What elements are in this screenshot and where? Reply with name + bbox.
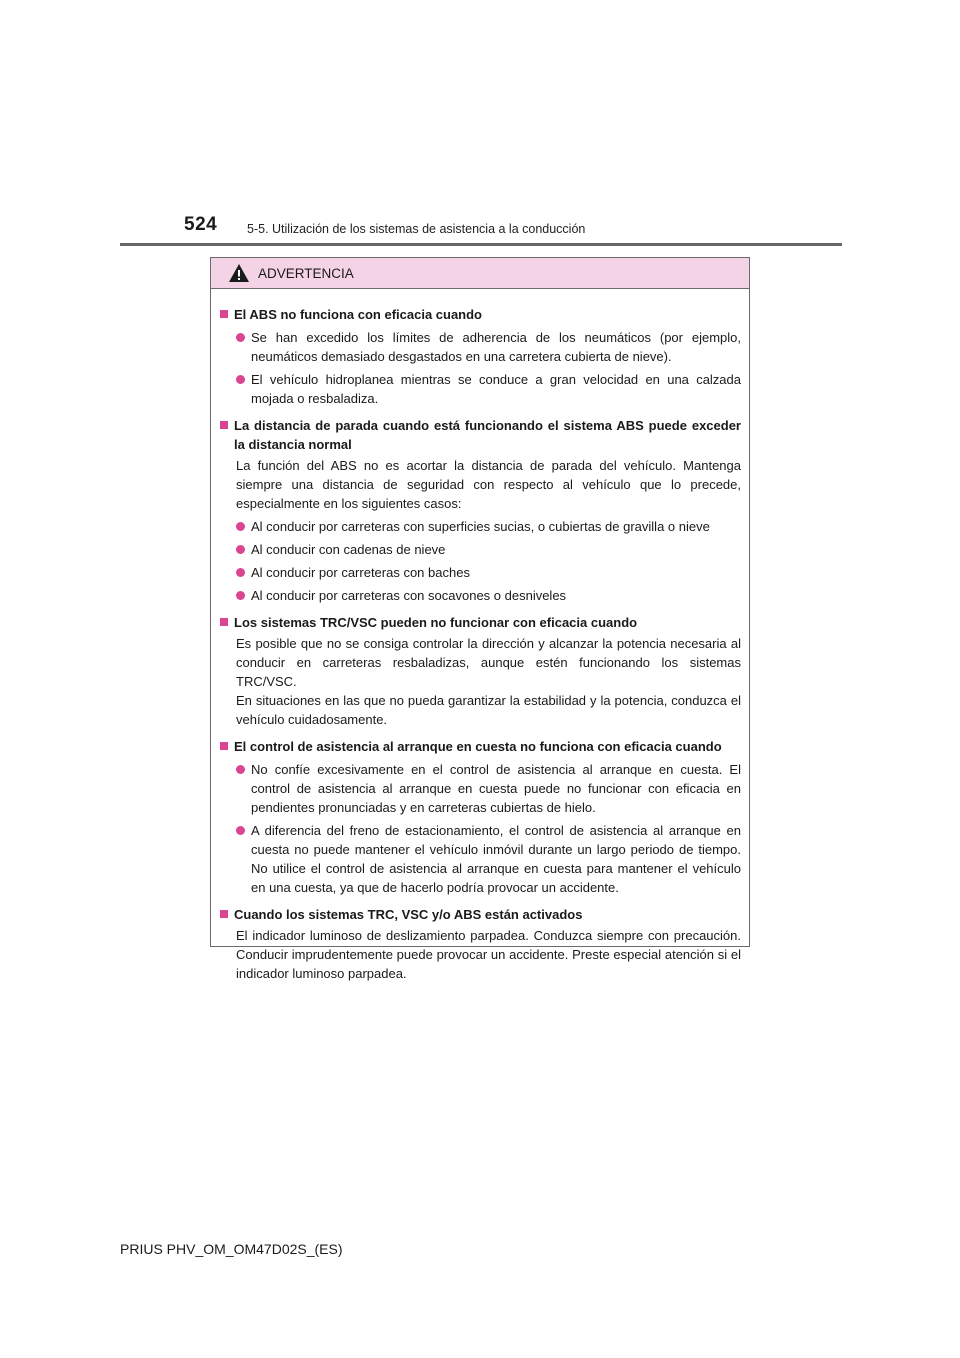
square-bullet-icon bbox=[220, 910, 228, 918]
square-bullet-icon bbox=[220, 618, 228, 626]
warning-header bbox=[211, 258, 749, 289]
warning-label: ADVERTENCIA bbox=[258, 265, 354, 281]
warning-triangle-icon bbox=[228, 263, 250, 283]
circle-bullet-icon bbox=[236, 568, 245, 577]
square-bullet-icon bbox=[220, 742, 228, 750]
paragraph: En situaciones en las que no pueda garantizar la estabilidad y la potencia, conduzca el vehículo cuidadosamente. bbox=[236, 693, 741, 727]
section-title: 5-5. Utilización de los sistemas de asistencia a la conducción bbox=[247, 222, 586, 236]
section-heading: Los sistemas TRC/VSC pueden no funcionar con eficacia cuando bbox=[219, 613, 741, 632]
list-item: Se han excedido los límites de adherencia de los neumáticos (por ejemplo, neumáticos demasiado desgastados en una carretera cubierta de nieve). bbox=[236, 328, 741, 366]
section-heading: La distancia de parada cuando está funcionando el sistema ABS puede exceder la distancia normal bbox=[219, 416, 741, 454]
paragraph: La función del ABS no es acortar la distancia de parada del vehículo. Mantenga siempre una distancia de seguridad con respecto al vehículo que lo precede, especialmente en los siguientes casos: bbox=[236, 458, 741, 511]
warning-body bbox=[211, 289, 749, 983]
circle-bullet-icon bbox=[236, 522, 245, 531]
paragraph: Es posible que no se consiga controlar la dirección y alcanzar la potencia necesaria al conducir en carreteras resbaladizas, aunque estén funcionando los sistemas TRC/VSC. bbox=[236, 636, 741, 689]
section-heading: El control de asistencia al arranque en cuesta no funciona con eficacia cuando bbox=[219, 737, 741, 756]
circle-bullet-icon bbox=[236, 765, 245, 774]
circle-bullet-icon bbox=[236, 375, 245, 384]
section-heading: Cuando los sistemas TRC, VSC y/o ABS están activados bbox=[219, 905, 741, 924]
list-item: El vehículo hidroplanea mientras se conduce a gran velocidad en una calzada mojada o resbaladiza. bbox=[236, 370, 741, 408]
list-item: Al conducir por carreteras con superficies sucias, o cubiertas de gravilla o nieve bbox=[236, 517, 741, 536]
header-rule bbox=[120, 243, 842, 246]
square-bullet-icon bbox=[220, 310, 228, 318]
list-item: No confíe excesivamente en el control de asistencia al arranque en cuesta. El control de asistencia al arranque en cuesta puede no funcionar con eficacia en pendientes pronunciadas y en carreteras cubiertas de hielo. bbox=[236, 760, 741, 817]
warning-box bbox=[210, 257, 750, 981]
square-bullet-icon bbox=[220, 421, 228, 429]
circle-bullet-icon bbox=[236, 826, 245, 835]
document-id: PRIUS PHV_OM_OM47D02S_(ES) bbox=[120, 1241, 343, 1257]
list-item: A diferencia del freno de estacionamiento, el control de asistencia al arranque en cuesta no puede mantener el vehículo inmóvil durante un largo periodo de tiempo. No utilice el control de asistencia al arranque en cuesta para mantener el vehículo en una cuesta, ya que de hacerlo podría provocar un accidente. bbox=[236, 821, 741, 897]
list-item: Al conducir con cadenas de nieve bbox=[236, 540, 741, 559]
page-number: 524 bbox=[184, 214, 218, 235]
section-heading: El ABS no funciona con eficacia cuando bbox=[219, 305, 741, 324]
circle-bullet-icon bbox=[236, 333, 245, 342]
list-item: Al conducir por carreteras con baches bbox=[236, 563, 741, 582]
paragraph: El indicador luminoso de deslizamiento parpadea. Conduzca siempre con precaución. Conducir imprudentemente puede provocar un accidente. Preste especial atención si el indicador luminoso parpadea. bbox=[236, 928, 741, 981]
list-item: Al conducir por carreteras con socavones o desniveles bbox=[236, 586, 741, 605]
circle-bullet-icon bbox=[236, 545, 245, 554]
circle-bullet-icon bbox=[236, 591, 245, 600]
